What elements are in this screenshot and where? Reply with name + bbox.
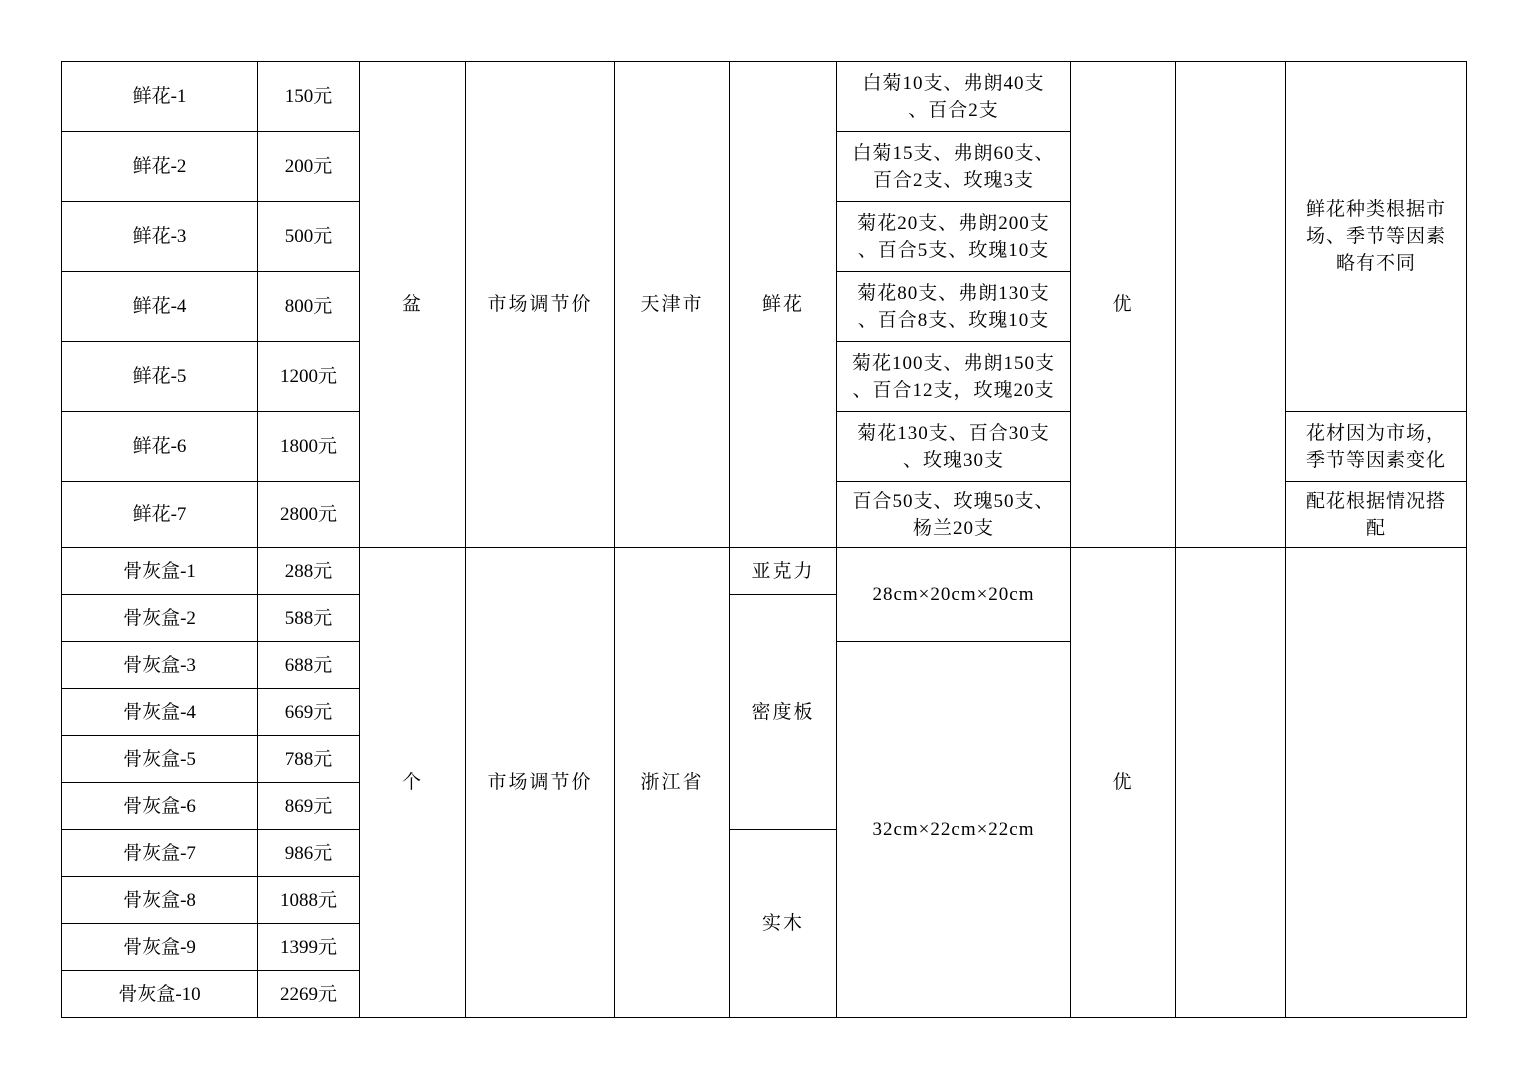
table-row (62, 62, 1467, 132)
item-price: 588元 (258, 595, 360, 642)
spec-cell (837, 412, 1071, 482)
empty-cell (1286, 548, 1467, 1018)
note-cell (1286, 412, 1467, 482)
size-cell: 28cm×20cm×20cm (837, 548, 1071, 642)
item-price: 688元 (258, 642, 360, 689)
spec-line: 、百合8支、玫瑰10支 (857, 309, 1050, 331)
item-price: 788元 (258, 736, 360, 783)
spec-line: 菊花100支、弗朗150支 (851, 352, 1055, 374)
item-price: 669元 (258, 689, 360, 736)
item-name: 骨灰盒-8 (62, 877, 258, 924)
spec-cell (837, 62, 1071, 132)
grade-cell: 优 (1071, 548, 1176, 1018)
item-price: 2800元 (258, 482, 360, 548)
item-name: 骨灰盒-3 (62, 642, 258, 689)
item-name: 鲜花-6 (62, 412, 258, 482)
item-price: 1088元 (258, 877, 360, 924)
spec-line: 菊花130支、百合30支 (857, 422, 1050, 444)
note-line: 季节等因素变化 (1305, 449, 1446, 471)
price-type-cell: 市场调节价 (466, 62, 615, 548)
item-name: 骨灰盒-5 (62, 736, 258, 783)
spec-line: 、百合12支，玫瑰20支 (852, 379, 1055, 401)
item-name: 鲜花-1 (62, 62, 258, 132)
item-name: 骨灰盒-6 (62, 783, 258, 830)
note-cell (1286, 482, 1467, 548)
note-line: 配花根据情况搭 (1305, 490, 1446, 512)
spec-cell (837, 342, 1071, 412)
grade-cell: 优 (1071, 62, 1176, 548)
item-price: 200元 (258, 132, 360, 202)
item-price: 500元 (258, 202, 360, 272)
empty-cell (1176, 62, 1286, 548)
spec-cell (837, 202, 1071, 272)
item-name: 鲜花-4 (62, 272, 258, 342)
note-line: 略有不同 (1335, 253, 1416, 274)
note-line: 花材因为市场， (1305, 422, 1446, 444)
material-cell: 亚克力 (730, 548, 837, 595)
price-table (61, 61, 1467, 1018)
item-price: 288元 (258, 548, 360, 595)
spec-line: 、百合5支、玫瑰10支 (857, 239, 1050, 261)
item-name: 骨灰盒-9 (62, 924, 258, 971)
item-name: 骨灰盒-4 (62, 689, 258, 736)
region-cell: 浙江省 (615, 548, 730, 1018)
item-price: 869元 (258, 783, 360, 830)
item-name: 骨灰盒-1 (62, 548, 258, 595)
spec-line: 白菊15支、弗朗60支、 (852, 142, 1055, 164)
region-cell: 天津市 (615, 62, 730, 548)
category-cell: 鲜花 (730, 62, 837, 548)
item-name: 鲜花-5 (62, 342, 258, 412)
material-cell: 密度板 (730, 595, 837, 830)
price-type-cell: 市场调节价 (466, 548, 615, 1018)
spec-line: 菊花80支、弗朗130支 (857, 282, 1050, 304)
note-line: 场、季节等因素 (1305, 226, 1446, 247)
item-price: 2269元 (258, 971, 360, 1018)
spec-line: 杨兰20支 (912, 517, 994, 539)
spec-line: 百合50支、玫瑰50支、 (852, 490, 1055, 512)
note-line: 鲜花种类根据市 (1305, 199, 1446, 220)
item-price: 1399元 (258, 924, 360, 971)
spec-cell (837, 132, 1071, 202)
table-row (62, 548, 1467, 595)
item-price: 1200元 (258, 342, 360, 412)
spec-line: 、百合2支 (908, 99, 999, 121)
item-name: 鲜花-2 (62, 132, 258, 202)
item-name: 鲜花-3 (62, 202, 258, 272)
spec-cell (837, 482, 1071, 548)
item-name: 骨灰盒-10 (62, 971, 258, 1018)
spec-line: 百合2支、玫瑰3支 (872, 169, 1034, 191)
spec-line: 菊花20支、弗朗200支 (857, 212, 1050, 234)
item-name: 骨灰盒-2 (62, 595, 258, 642)
item-name: 骨灰盒-7 (62, 830, 258, 877)
note-cell (1286, 62, 1467, 412)
size-cell: 32cm×22cm×22cm (837, 642, 1071, 1018)
unit-cell: 盆 (360, 62, 466, 548)
empty-cell (1176, 548, 1286, 1018)
item-price: 986元 (258, 830, 360, 877)
spec-line: 、玫瑰30支 (902, 449, 1004, 471)
spec-line: 白菊10支、弗朗40支 (862, 72, 1045, 94)
item-name: 鲜花-7 (62, 482, 258, 548)
item-price: 800元 (258, 272, 360, 342)
note-line: 配 (1365, 517, 1386, 539)
spec-cell (837, 272, 1071, 342)
item-price: 1800元 (258, 412, 360, 482)
unit-cell: 个 (360, 548, 466, 1018)
material-cell: 实木 (730, 830, 837, 1018)
item-price: 150元 (258, 62, 360, 132)
